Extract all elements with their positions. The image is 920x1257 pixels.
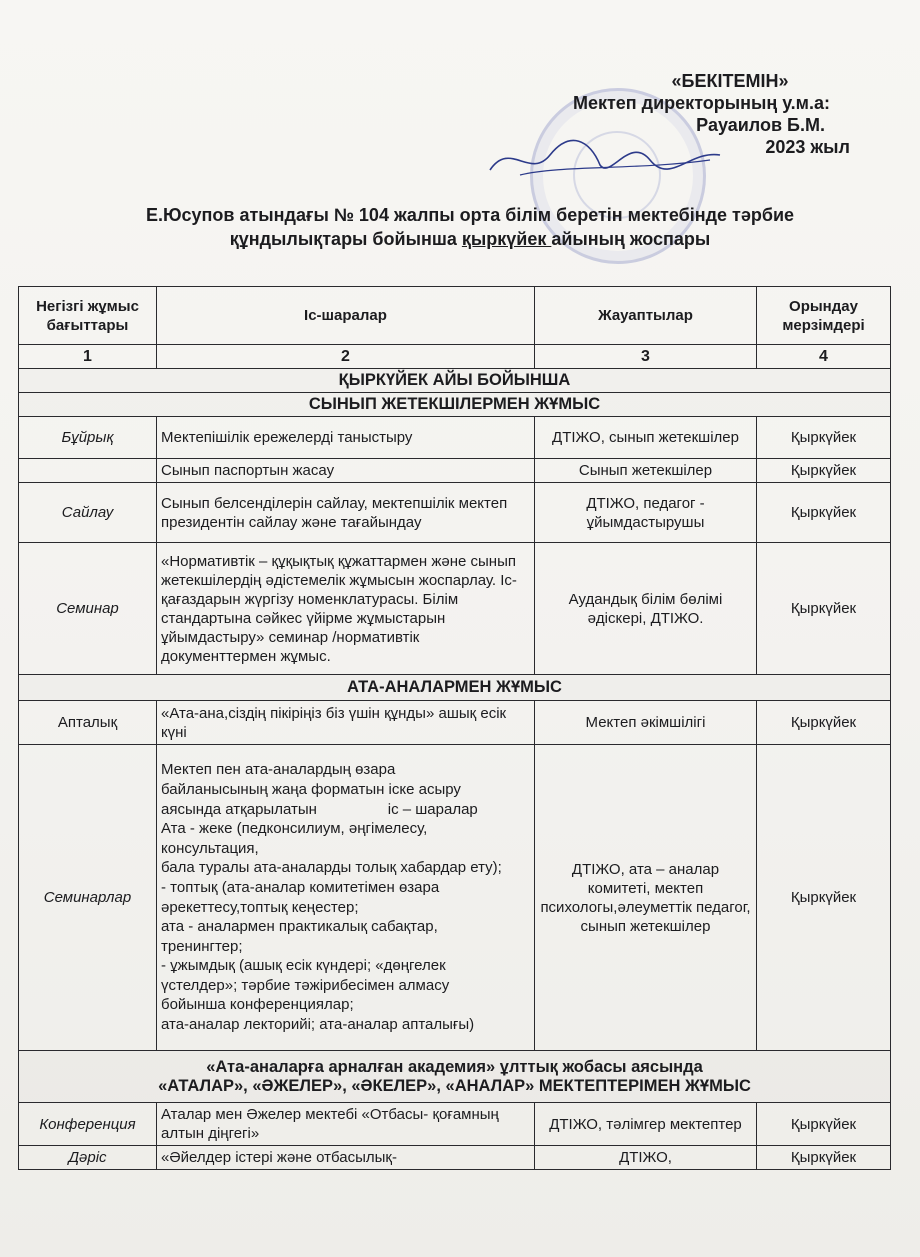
header-directions: Негізгі жұмыс бағыттары [19, 287, 157, 345]
approval-block [520, 70, 850, 158]
director-position: Мектеп директорының у.м.а: [572, 93, 830, 113]
table-row [19, 417, 891, 459]
row-activity: Сынып белсенділерін сайлау, мектепшілік мектеп президентін сайлау және тағайындау [157, 483, 535, 543]
table-row [19, 745, 891, 1051]
row-direction: Семинар [19, 543, 157, 675]
title-line-1: Е.Юсупов атындағы № 104 жалпы орта білім беретін мектебінде тәрбие [145, 205, 795, 225]
plan-table [18, 286, 891, 1170]
row-activity: Сынып паспортын жасау [157, 459, 535, 483]
row-activity: «Нормативтік – құқықтық құжаттармен және сынып жетекшілердің әдістемелік жұмысын жоспарлау. Іс-қағаздарын жүргізу номенклатурасы. Білім стандартына сәйкес үйірме жұмыстарын ұйымдастыру» семинар /нормативтік документтермен жұмыс. [157, 543, 535, 675]
section-class-teachers: СЫНЫП ЖЕТЕКШІЛЕРМЕН ЖҰМЫС [19, 393, 891, 417]
row-direction: Дәріс [19, 1146, 157, 1170]
row-responsible: ДТІЖО, педагог - ұйымдастырушы [535, 483, 757, 543]
row-deadline: Қыркүйек [757, 459, 891, 483]
table-header-row [19, 287, 891, 345]
row-direction: Семинарлар [19, 745, 157, 1051]
table-row [19, 483, 891, 543]
title-line-2: құндылықтары бойынша қыркүйек айының жоспары [229, 229, 711, 249]
row-activity: Аталар мен Әжелер мектебі «Отбасы- қоғамның алтын діңгегі» [157, 1103, 535, 1146]
row-responsible: Аудандық білім бөлімі әдіскері, ДТІЖО. [535, 543, 757, 675]
header-activities: Іс-шаралар [157, 287, 535, 345]
section-row [19, 369, 891, 393]
section-row [19, 675, 891, 701]
row-responsible: ДТІЖО, [535, 1146, 757, 1170]
section-academy-line-2: «АТАЛАР», «ӘЖЕЛЕР», «ӘКЕЛЕР», «АНАЛАР» МЕКТЕПТЕРІМЕН ЖҰМЫС [158, 1076, 751, 1095]
row-deadline: Қыркүйек [757, 745, 891, 1051]
section-parents: АТА-АНАЛАРМЕН ЖҰМЫС [19, 675, 891, 701]
col-number: 2 [157, 345, 535, 369]
row-direction: Сайлау [19, 483, 157, 543]
row-direction: Конференция [19, 1103, 157, 1146]
approve-label: «БЕКІТЕМІН» [671, 71, 789, 91]
row-responsible: ДТІЖО, тәлімгер мектептер [535, 1103, 757, 1146]
header-responsible: Жауаптылар [535, 287, 757, 345]
row-responsible: Мектеп әкімшілігі [535, 701, 757, 745]
table-row [19, 543, 891, 675]
row-direction: Бұйрық [19, 417, 157, 459]
section-month: ҚЫРКҮЙЕК АЙЫ БОЙЫНША [19, 369, 891, 393]
col-number: 3 [535, 345, 757, 369]
document-title [60, 203, 880, 251]
row-deadline: Қыркүйек [757, 1146, 891, 1170]
table-row [19, 701, 891, 745]
col-number: 4 [757, 345, 891, 369]
row-deadline: Қыркүйек [757, 1103, 891, 1146]
table-row [19, 1146, 891, 1170]
table-row [19, 459, 891, 483]
row-activity: Мектеп пен ата-аналардың өзара байланысының жаңа форматын іске асыру аясында атқарылатын іс – шаралар Ата - жеке (педконсилиум, әңгімелесу, консультация, бала туралы ата-аналарды толық хабардар ету); - топтық (ата-аналар комитетімен өзара әрекеттесу,топтық кеңестер; ата - аналармен практикалық сабақтар, тренингтер; - ұжымдық (ашық есік күндері; «дөңгелек үстелдер»; тәрбие тәжірибесімен алмасу бойынша конференциялар; ата-аналар лекторийі; ата-аналар апталығы) [157, 745, 535, 1051]
row-direction [19, 459, 157, 483]
row-deadline: Қыркүйек [757, 483, 891, 543]
row-responsible: Сынып жетекшілер [535, 459, 757, 483]
table-row [19, 1103, 891, 1146]
row-activity: «Ата-ана,сіздің пікіріңіз біз үшін құнды» ашық есік күні [157, 701, 535, 745]
row-responsible: ДТІЖО, ата – аналар комитеті, мектеп психологы,әлеуметтік педагог, сынып жетекшілер [535, 745, 757, 1051]
section-row [19, 393, 891, 417]
section-academy [19, 1051, 891, 1103]
title-month: қыркүйек [461, 229, 552, 249]
director-name: Рауаилов Б.М. [696, 115, 825, 135]
row-responsible: ДТІЖО, сынып жетекшілер [535, 417, 757, 459]
row-deadline: Қыркүйек [757, 701, 891, 745]
row-activity: «Әйелдер істері және отбасылық- [157, 1146, 535, 1170]
col-number: 1 [19, 345, 157, 369]
header-deadline: Орындау мерзімдері [757, 287, 891, 345]
row-deadline: Қыркүйек [757, 417, 891, 459]
section-academy-line-1: «Ата-аналарға арналған академия» ұлттық жобасы аясында [206, 1057, 703, 1076]
approval-date: 2023 жыл [765, 137, 850, 157]
row-direction: Апталық [19, 701, 157, 745]
row-deadline: Қыркүйек [757, 543, 891, 675]
row-activity: Мектепішілік ережелерді таныстыру [157, 417, 535, 459]
column-number-row [19, 345, 891, 369]
section-row [19, 1051, 891, 1103]
